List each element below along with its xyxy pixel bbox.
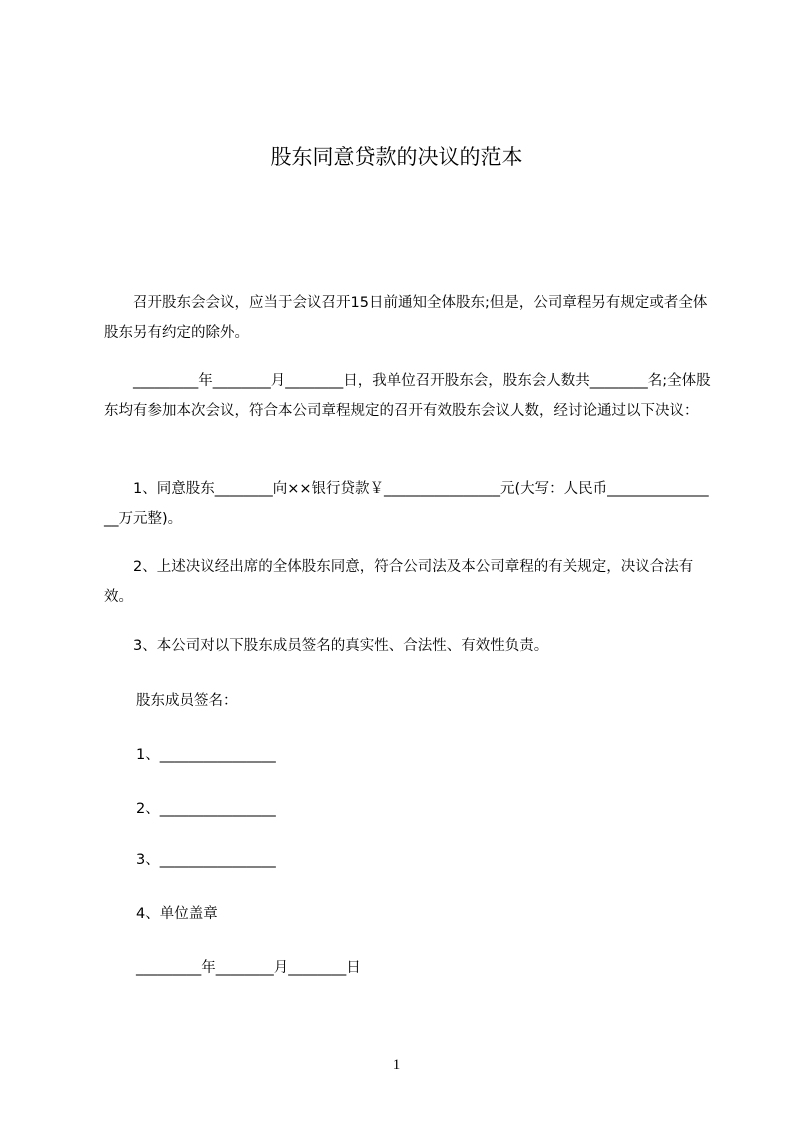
date-line: _________年________月________日 bbox=[136, 960, 361, 976]
signature-line-2: 2、________________ bbox=[136, 801, 276, 817]
signature-line-3: 3、________________ bbox=[136, 852, 276, 868]
document-title: 股东同意贷款的决议的范本 bbox=[270, 145, 523, 169]
paragraph-resolution-1: 1、同意股东________向××银行贷款￥________________元(大写：人民币________________万元整)。 bbox=[104, 481, 709, 527]
paragraph-meeting-date: _________年________月________日，我单位召开股东会，股东会人数共________名;全体股东均有参加本次会议，符合本公司章程规定的召开有效股东会议人数，经讨论通过以下决议： bbox=[104, 373, 711, 419]
paragraph-resolution-3: 3、本公司对以下股东成员签名的真实性、合法性、有效性负责。 bbox=[133, 638, 549, 654]
paragraph-resolution-2: 2、上述决议经出席的全体股东同意，符合公司法及本公司章程的有关规定，决议合法有效。 bbox=[104, 559, 694, 605]
signature-line-1: 1、________________ bbox=[136, 747, 276, 763]
paragraph-meeting-notice: 召开股东会会议，应当于会议召开15日前通知全体股东;但是，公司章程另有规定或者全体股东另有约定的除外。 bbox=[104, 295, 708, 341]
signature-heading: 股东成员签名： bbox=[136, 693, 238, 709]
page-number: 1 bbox=[392, 1057, 401, 1073]
seal-label: 4、单位盖章 bbox=[136, 906, 218, 922]
